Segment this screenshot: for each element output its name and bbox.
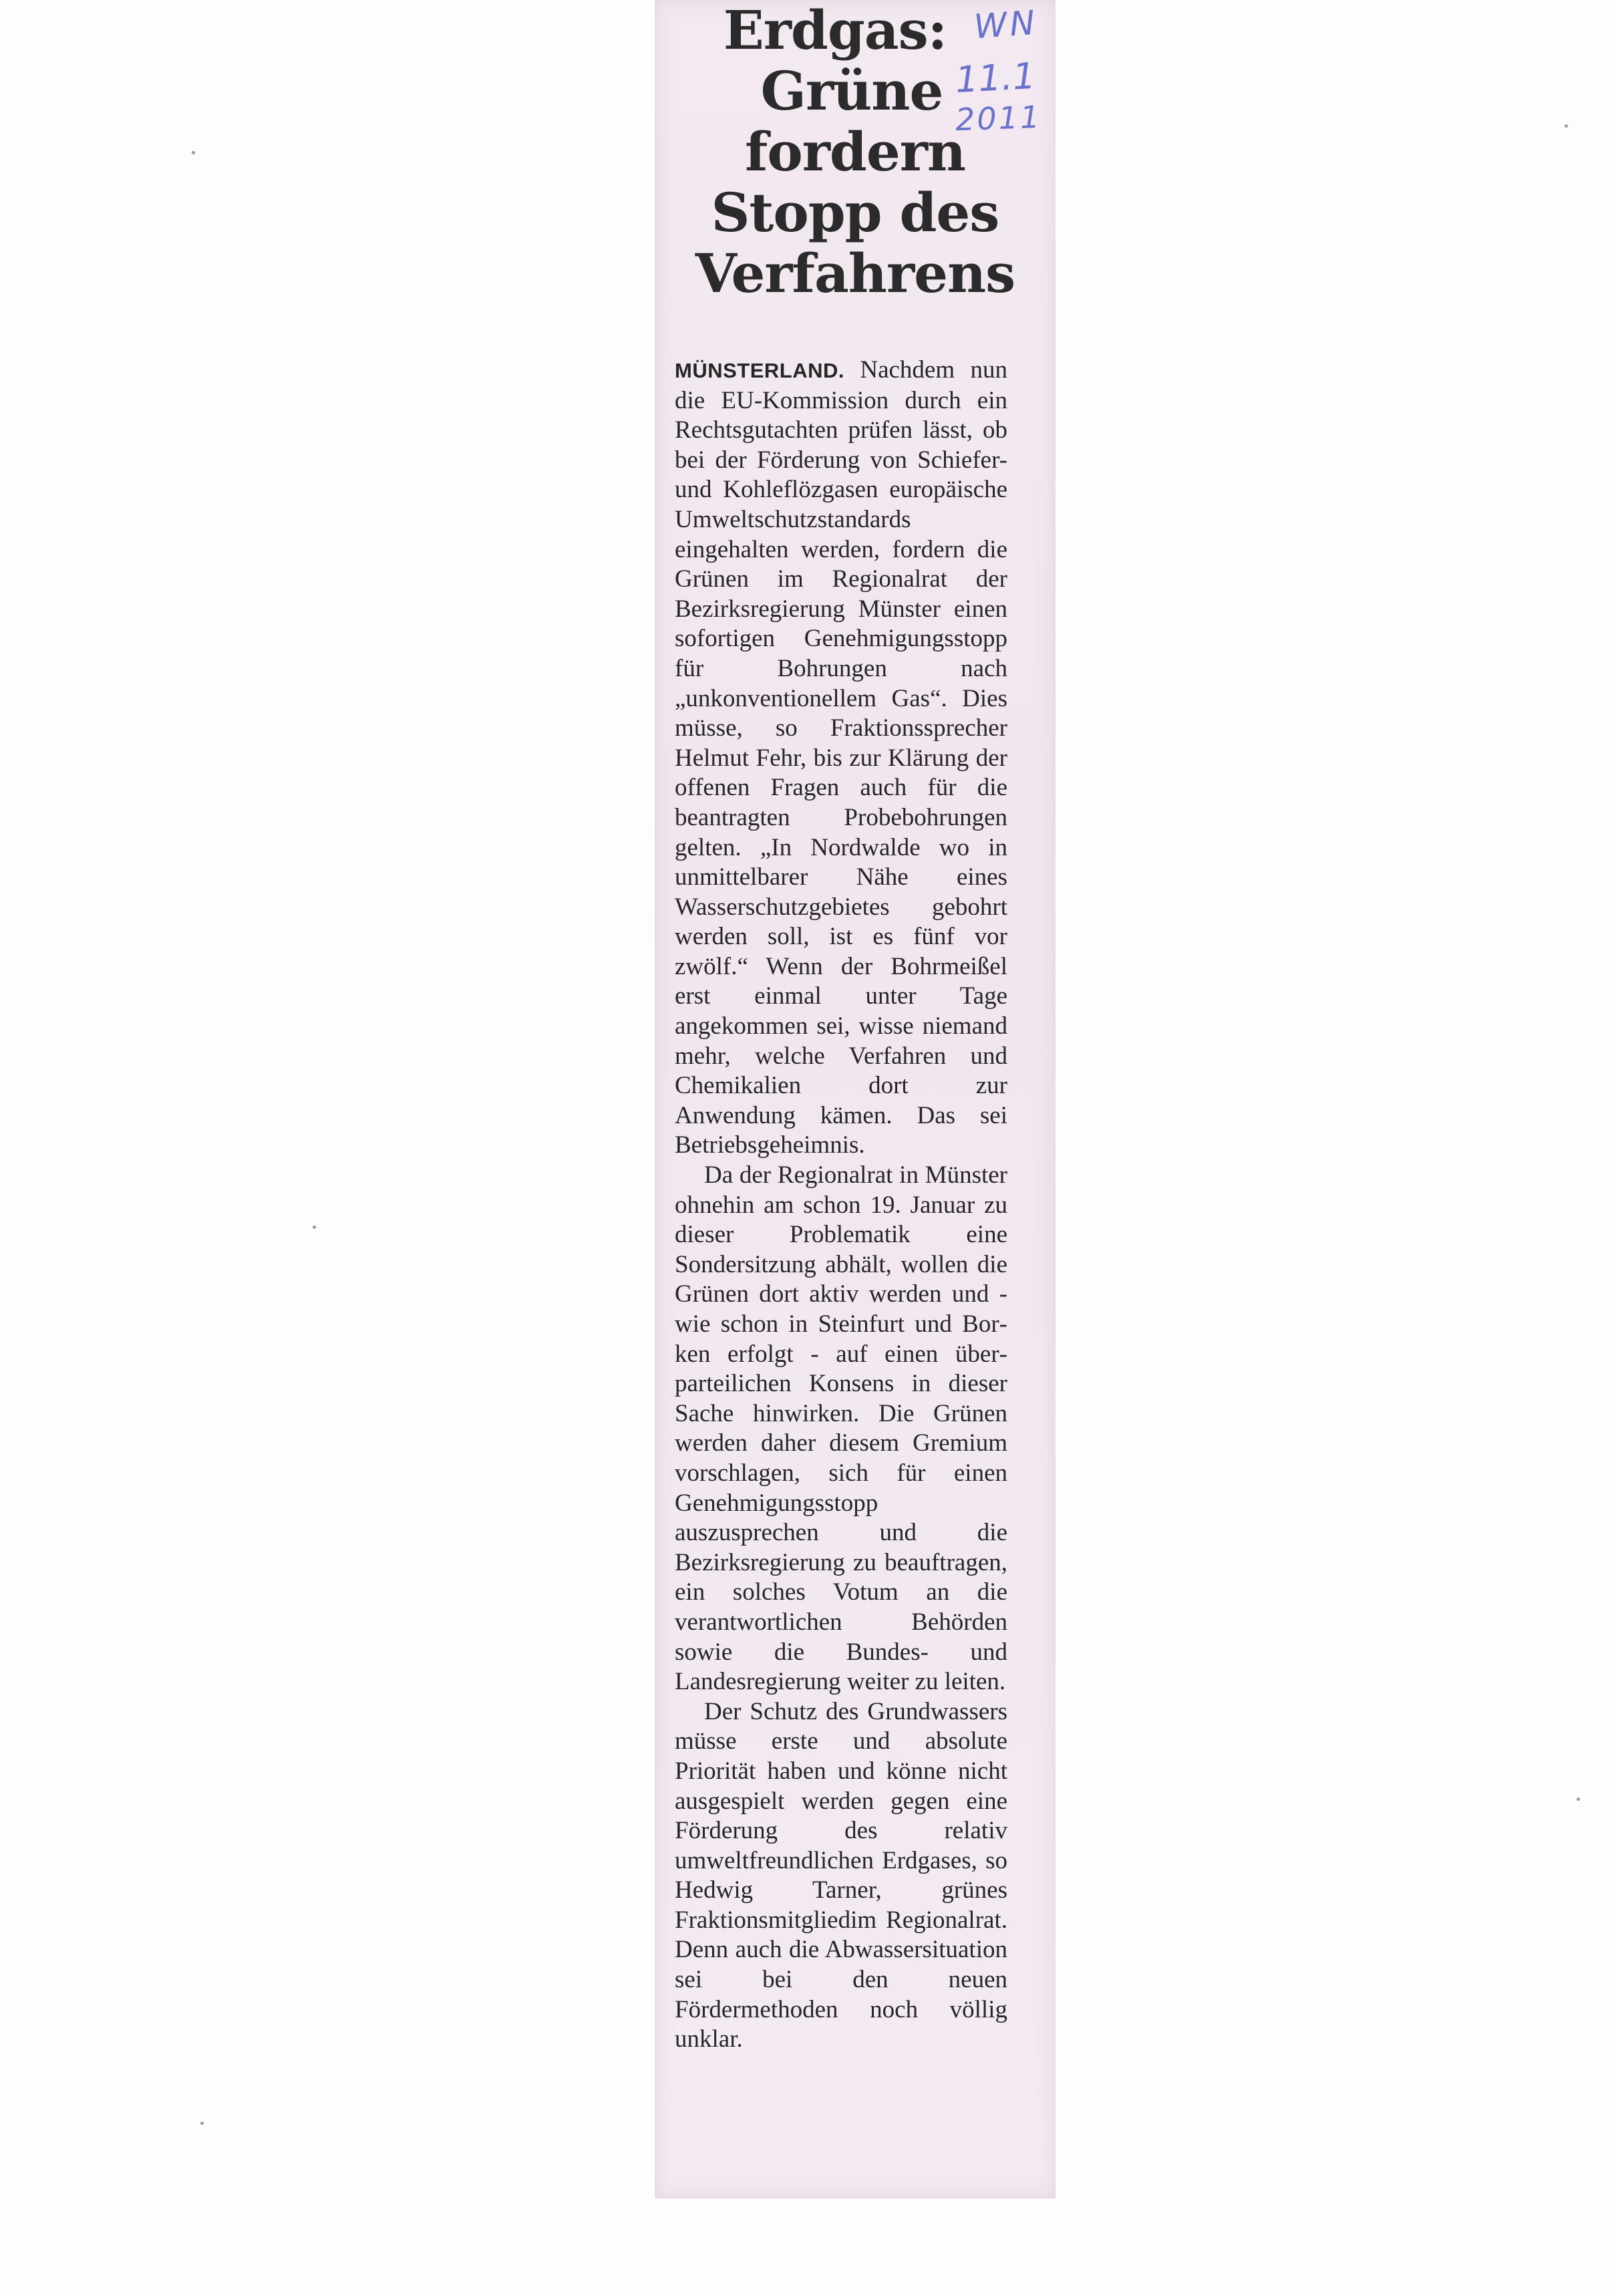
paragraph-text: Nachdem nun die EU-Kommission durch ein Rechtsgutachten prüfen lässt, ob bei der Förderung von Schiefer- und Kohleflözgasen europäische Umweltschutzstandards eingehalten werden, fordern die Grünen im Regionalrat der Bezirksregierung Münster einen sofortigen Genehmigungsstopp für Bohrungen nach „unkonventionellem Gas“. Dies müsse, so Fraktionssprecher Helmut Fehr, bis zur Klärung der offenen Fragen auch für die beantragten Probebohrungen gelten. „In Nordwalde wo in unmittelbarer Nähe eines Wasserschutzgebietes gebohrt werden soll, ist es fünf vor zwölf.“ Wenn der Bohrmeißel erst einmal unter Tage angekommen sei, wisse niemand mehr, welche Verfahren und Chemikalien dort zur Anwendung kämen. Das sei Betriebsgeheimnis. <box>675 356 1007 1159</box>
scan-speck <box>1565 124 1568 128</box>
headline-line: Grüne <box>760 59 943 122</box>
scan-speck <box>1577 1798 1580 1801</box>
handwritten-source-note: WN <box>973 3 1039 47</box>
article-paragraph <box>675 355 1007 1161</box>
handwritten-date-day: 11.1 <box>954 54 1037 102</box>
scan-speck <box>192 151 195 154</box>
article-body <box>675 355 1007 2055</box>
headline-line: Verfahrens <box>695 242 1015 305</box>
newspaper-clipping <box>655 0 1056 2198</box>
article-headline <box>655 0 1056 304</box>
scan-speck <box>200 2122 204 2125</box>
scan-speck <box>313 1226 316 1229</box>
handwritten-date-year: 2011 <box>955 98 1042 138</box>
headline-line: Stopp des <box>711 181 999 244</box>
headline-line: fordern <box>744 120 966 183</box>
dateline: MÜNSTERLAND. <box>675 359 844 382</box>
article-paragraph: Da der Regionalrat in Münster ohnehin am schon 19. Januar zu dieser Problematik eine Sondersitzung abhält, wollen die Grünen dort aktiv werden und - wie schon in Steinfurt und Borken erfolgt - auf einen überparteilichen Konsens in dieser Sache hinwirken. Die Grünen werden daher diesem Gremium vorschlagen, sich für einen Genehmigungsstopp auszusprechen und die Bezirksregierung zu beauftragen, ein solches Votum an die verantwortlichen Behörden sowie die Bundes- und Landesregierung weiter zu leiten. <box>675 1161 1007 1696</box>
headline-line: Erdgas: <box>723 0 947 61</box>
article-paragraph: Der Schutz des Grundwassers müsse erste und absolute Priorität haben und könne nicht ausgespielt werden gegen eine Förderung des relativ umweltfreundlichen Erdgases, so Hedwig Tarner, grünes Fraktionsmitgliedim Regionalrat. Denn auch die Abwassersituation sei bei den neuen Fördermethoden noch völlig unklar. <box>675 1697 1007 2053</box>
